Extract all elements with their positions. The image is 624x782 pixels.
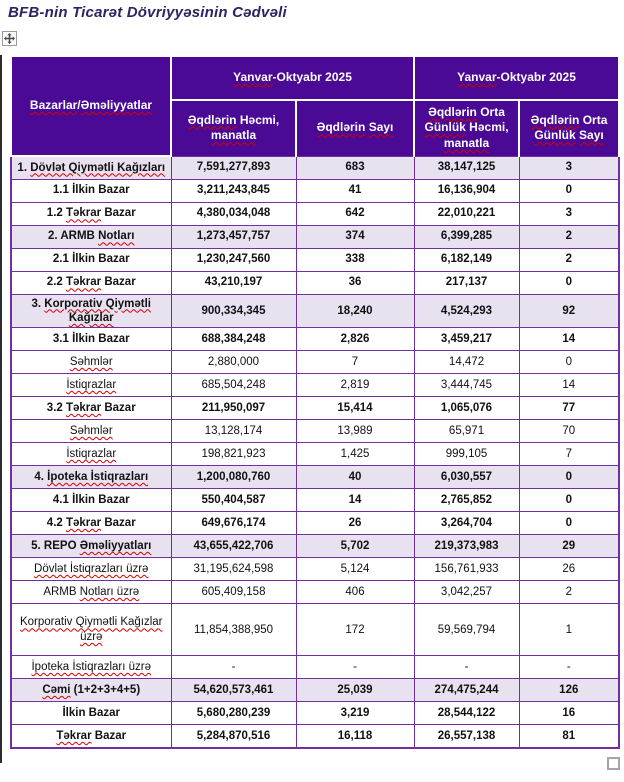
row-label[interactable]: İstiqrazlar <box>11 443 171 466</box>
cell-value[interactable]: 0 <box>519 271 619 294</box>
cell-value[interactable]: 649,676,174 <box>171 512 296 535</box>
row-label[interactable]: Səhmlər <box>11 351 171 374</box>
row-label[interactable]: 3.1 İlkin Bazar <box>11 328 171 351</box>
table-row <box>11 351 619 374</box>
table-row <box>11 656 619 679</box>
cell-value[interactable]: 6,399,285 <box>414 225 519 248</box>
cell-value[interactable]: 0 <box>519 179 619 202</box>
cell-value[interactable]: 7 <box>519 443 619 466</box>
table-move-handle[interactable] <box>2 31 17 46</box>
cell-value[interactable]: 81 <box>519 725 619 748</box>
table-row <box>11 328 619 351</box>
cell-value[interactable]: 2 <box>519 581 619 604</box>
cell-value[interactable]: 1,425 <box>296 443 414 466</box>
cell-value[interactable]: 6,030,557 <box>414 466 519 489</box>
cell-value[interactable]: 43,210,197 <box>171 271 296 294</box>
cell-value[interactable]: 26 <box>296 512 414 535</box>
row-label[interactable]: 3. Korporativ Qiymətli Kağızlar <box>11 294 171 328</box>
row-label[interactable]: 2. ARMB Notları <box>11 225 171 248</box>
cell-value[interactable]: 550,404,587 <box>171 489 296 512</box>
table-resize-handle[interactable] <box>607 757 620 770</box>
header-avg-daily-count[interactable]: Əqdlərin Orta Günlük Sayı <box>519 100 619 156</box>
cell-value[interactable]: 70 <box>519 420 619 443</box>
cell-value[interactable]: 0 <box>519 512 619 535</box>
cell-value[interactable]: 0 <box>519 466 619 489</box>
row-label[interactable]: 1. Dövlət Qiymətli Kağızları <box>11 156 171 179</box>
cell-value[interactable]: 38,147,125 <box>414 156 519 179</box>
row-label[interactable]: 2.1 İlkin Bazar <box>11 248 171 271</box>
cell-value[interactable]: 3,219 <box>296 702 414 725</box>
table-row <box>11 679 619 702</box>
row-label[interactable]: 1.2 Təkrar Bazar <box>11 202 171 225</box>
table-row <box>11 466 619 489</box>
table-row <box>11 604 619 656</box>
cell-value[interactable]: 999,105 <box>414 443 519 466</box>
cell-value[interactable]: 3,459,217 <box>414 328 519 351</box>
cell-value[interactable]: 3,264,704 <box>414 512 519 535</box>
cell-value[interactable]: 338 <box>296 248 414 271</box>
row-label[interactable]: Korporativ Qiymətli Kağızlar üzrə <box>11 604 171 656</box>
cell-value[interactable]: 41 <box>296 179 414 202</box>
cell-value[interactable]: - <box>171 656 296 679</box>
cell-value[interactable]: 25,039 <box>296 679 414 702</box>
cell-value[interactable]: 92 <box>519 294 619 328</box>
table-row <box>11 535 619 558</box>
cell-value[interactable]: 29 <box>519 535 619 558</box>
cell-value[interactable]: 211,950,097 <box>171 397 296 420</box>
table-row <box>11 225 619 248</box>
cell-value[interactable]: 688,384,248 <box>171 328 296 351</box>
cell-value[interactable]: 126 <box>519 679 619 702</box>
table-row <box>11 397 619 420</box>
cell-value[interactable]: 65,971 <box>414 420 519 443</box>
cell-value[interactable]: 59,569,794 <box>414 604 519 656</box>
table-row <box>11 558 619 581</box>
row-label[interactable]: 3.2 Təkrar Bazar <box>11 397 171 420</box>
document-edge-line <box>0 55 2 763</box>
cell-value[interactable]: 406 <box>296 581 414 604</box>
cell-value[interactable]: 26,557,138 <box>414 725 519 748</box>
header-deal-count[interactable]: Əqdlərin Sayı <box>296 100 414 156</box>
cell-value[interactable]: 40 <box>296 466 414 489</box>
cell-value[interactable]: - <box>296 656 414 679</box>
cell-value[interactable]: 54,620,573,461 <box>171 679 296 702</box>
table-row <box>11 271 619 294</box>
cell-value[interactable]: 198,821,923 <box>171 443 296 466</box>
cell-value[interactable]: 16,136,904 <box>414 179 519 202</box>
cell-value[interactable]: 217,137 <box>414 271 519 294</box>
cell-value[interactable]: - <box>519 656 619 679</box>
cell-value[interactable]: 43,655,422,706 <box>171 535 296 558</box>
table-row <box>11 294 619 328</box>
table-body <box>11 156 619 748</box>
trade-turnover-table <box>10 55 620 749</box>
cell-value[interactable]: 36 <box>296 271 414 294</box>
table-row <box>11 248 619 271</box>
row-label[interactable]: Təkrar Bazar <box>11 725 171 748</box>
cell-value[interactable]: 3 <box>519 202 619 225</box>
cell-value[interactable]: 2,765,852 <box>414 489 519 512</box>
row-label[interactable]: Cəmi (1+2+3+4+5) <box>11 679 171 702</box>
cell-value[interactable]: 13,128,174 <box>171 420 296 443</box>
cell-value[interactable]: 605,409,158 <box>171 581 296 604</box>
cell-value[interactable]: 374 <box>296 225 414 248</box>
cell-value[interactable]: 219,373,983 <box>414 535 519 558</box>
four-way-arrow-move-icon <box>4 33 15 44</box>
row-label[interactable]: İstiqrazlar <box>11 374 171 397</box>
cell-value[interactable]: 172 <box>296 604 414 656</box>
cell-value[interactable]: 11,854,388,950 <box>171 604 296 656</box>
table-row <box>11 489 619 512</box>
table-row <box>11 156 619 179</box>
row-label[interactable]: 4.2 Təkrar Bazar <box>11 512 171 535</box>
cell-value[interactable]: 156,761,933 <box>414 558 519 581</box>
cell-value[interactable]: 14,472 <box>414 351 519 374</box>
cell-value[interactable]: 1,065,076 <box>414 397 519 420</box>
row-label[interactable]: 4.1 İlkin Bazar <box>11 489 171 512</box>
cell-value[interactable]: 1,273,457,757 <box>171 225 296 248</box>
cell-value[interactable]: 15,414 <box>296 397 414 420</box>
cell-value[interactable]: 3 <box>519 156 619 179</box>
header-period-2[interactable]: Yanvar-Oktyabr 2025 <box>414 56 619 100</box>
table-row <box>11 512 619 535</box>
cell-value[interactable]: 18,240 <box>296 294 414 328</box>
row-label[interactable]: Dövlət İstiqrazları üzrə <box>11 558 171 581</box>
cell-value[interactable]: 2,826 <box>296 328 414 351</box>
cell-value[interactable]: 2 <box>519 248 619 271</box>
table-header <box>11 56 619 156</box>
cell-value[interactable]: 7,591,277,893 <box>171 156 296 179</box>
cell-value[interactable]: 2 <box>519 225 619 248</box>
cell-value[interactable]: 1,230,247,560 <box>171 248 296 271</box>
cell-value[interactable]: 26 <box>519 558 619 581</box>
table-row <box>11 581 619 604</box>
cell-value[interactable]: 0 <box>519 351 619 374</box>
cell-value[interactable]: 1,200,080,760 <box>171 466 296 489</box>
cell-value[interactable]: 685,504,248 <box>171 374 296 397</box>
cell-value[interactable]: 683 <box>296 156 414 179</box>
table-row <box>11 443 619 466</box>
table-row <box>11 725 619 748</box>
table-row <box>11 179 619 202</box>
cell-value[interactable]: 14 <box>519 328 619 351</box>
cell-value[interactable]: 31,195,624,598 <box>171 558 296 581</box>
row-label[interactable]: ARMB Notları üzrə <box>11 581 171 604</box>
cell-value[interactable]: 5,702 <box>296 535 414 558</box>
row-label[interactable]: İpoteka İstiqrazları üzrə <box>11 656 171 679</box>
cell-value[interactable]: 2,819 <box>296 374 414 397</box>
row-label[interactable]: 1.1 İlkin Bazar <box>11 179 171 202</box>
cell-value[interactable]: 7 <box>296 351 414 374</box>
page-title: BFB-nin Ticarət Dövriyyəsinin Cədvəli <box>8 4 287 21</box>
table-row <box>11 702 619 725</box>
cell-value[interactable]: 16 <box>519 702 619 725</box>
header-markets-operations[interactable]: Bazarlar/Əməliyyatlar <box>11 56 171 156</box>
table-row <box>11 202 619 225</box>
table-row <box>11 420 619 443</box>
header-deal-volume[interactable]: Əqdlərin Həcmi, manatla <box>171 100 296 156</box>
cell-value[interactable]: 5,680,280,239 <box>171 702 296 725</box>
row-label[interactable]: 4. İpoteka İstiqrazları <box>11 466 171 489</box>
row-label[interactable]: İlkin Bazar <box>11 702 171 725</box>
row-label[interactable]: Səhmlər <box>11 420 171 443</box>
cell-value[interactable]: - <box>414 656 519 679</box>
cell-value[interactable]: 14 <box>296 489 414 512</box>
table-row <box>11 374 619 397</box>
cell-value[interactable]: 5,124 <box>296 558 414 581</box>
row-label[interactable]: 2.2 Təkrar Bazar <box>11 271 171 294</box>
cell-value[interactable]: 22,010,221 <box>414 202 519 225</box>
cell-value[interactable]: 28,544,122 <box>414 702 519 725</box>
cell-value[interactable]: 77 <box>519 397 619 420</box>
cell-value[interactable]: 4,524,293 <box>414 294 519 328</box>
cell-value[interactable]: 3,042,257 <box>414 581 519 604</box>
row-label[interactable]: 5. REPO Əməliyyatları <box>11 535 171 558</box>
cell-value[interactable]: 3,444,745 <box>414 374 519 397</box>
cell-value[interactable]: 0 <box>519 489 619 512</box>
cell-value[interactable]: 2,880,000 <box>171 351 296 374</box>
cell-value[interactable]: 13,989 <box>296 420 414 443</box>
header-avg-daily-volume[interactable]: Əqdlərin Orta Günlük Həcmi, manatla <box>414 100 519 156</box>
cell-value[interactable]: 16,118 <box>296 725 414 748</box>
cell-value[interactable]: 3,211,243,845 <box>171 179 296 202</box>
header-period-1[interactable]: Yanvar-Oktyabr 2025 <box>171 56 414 100</box>
cell-value[interactable]: 642 <box>296 202 414 225</box>
cell-value[interactable]: 274,475,244 <box>414 679 519 702</box>
cell-value[interactable]: 4,380,034,048 <box>171 202 296 225</box>
cell-value[interactable]: 5,284,870,516 <box>171 725 296 748</box>
cell-value[interactable]: 1 <box>519 604 619 656</box>
cell-value[interactable]: 14 <box>519 374 619 397</box>
cell-value[interactable]: 900,334,345 <box>171 294 296 328</box>
cell-value[interactable]: 6,182,149 <box>414 248 519 271</box>
